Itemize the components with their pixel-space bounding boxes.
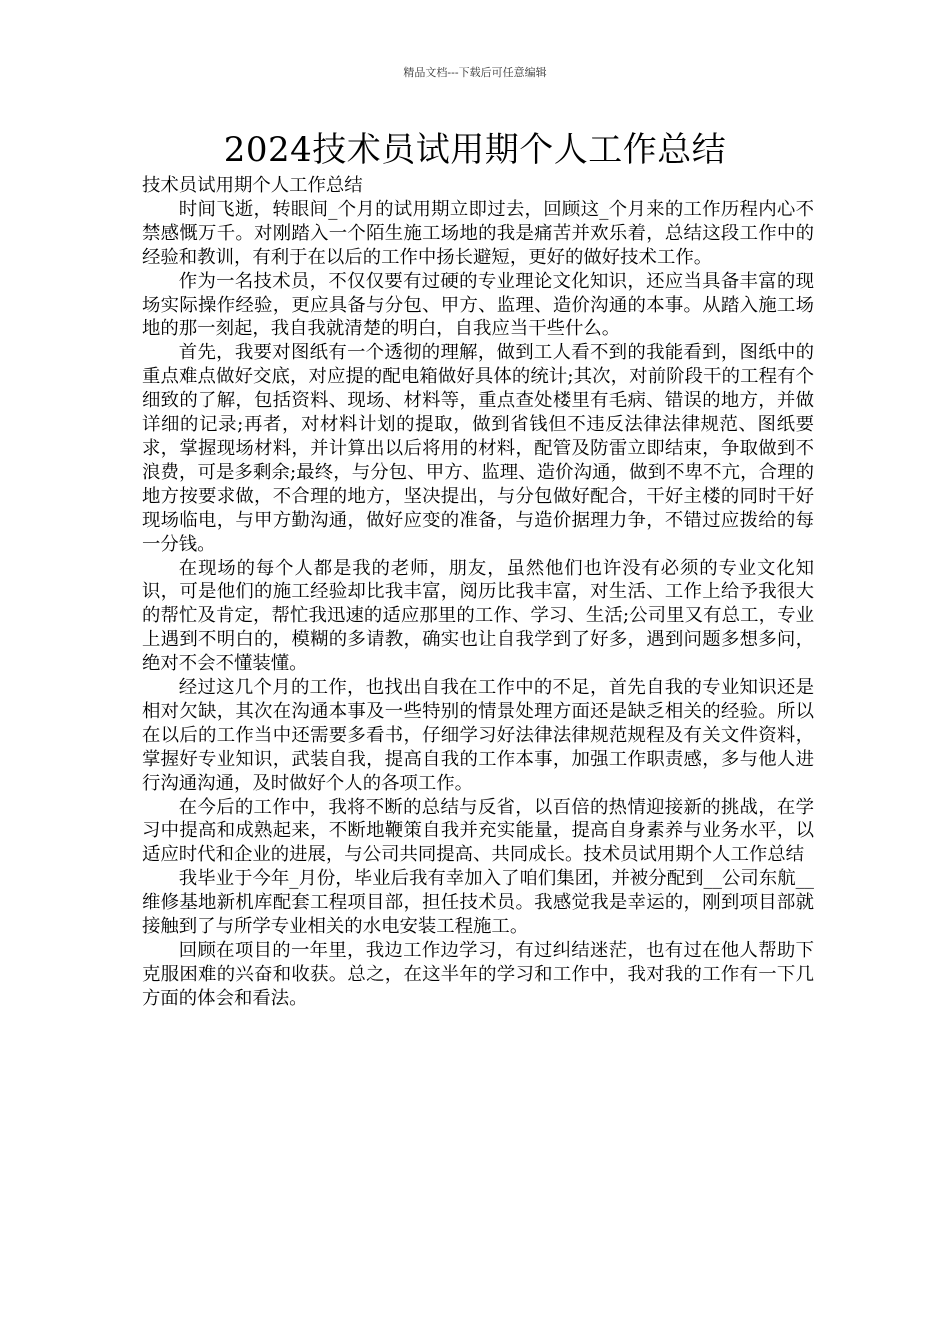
paragraph: 在现场的每个人都是我的老师，朋友，虽然他们也许没有必须的专业文化知识，可是他们的施工经验却比我丰富，阅历比我丰富，对生活、工作上给予我很大的帮忙及肯定，帮忙我迅速的适应那里的工作、学习、生活;公司里又有总工，专业上遇到不明白的，模糊的多请教，确实也让自我学到了好多，遇到问题多想多问，绝对不会不懂装懂。 xyxy=(142,557,814,675)
paragraph: 时间飞逝，转眼间_个月的试用期立即过去，回顾这_个月来的工作历程内心不禁感慨万千。对刚踏入一个陌生施工场地的我是痛苦并欢乐着，总结这段工作中的经验和教训，有利于在以后的工作中扬长避短，更好的做好技术工作。 xyxy=(142,198,814,268)
paragraph: 我毕业于今年_月份，毕业后我有幸加入了咱们集团，并被分配到__公司东航__维修基地新机库配套工程项目部，担任技术员。我感觉我是幸运的，刚到项目部就接触到了与所学专业相关的水电安装工程施工。 xyxy=(142,868,814,938)
paragraph: 经过这几个月的工作，也找出自我在工作中的不足，首先自我的专业知识还是相对欠缺，其次在沟通本事及一些特别的情景处理方面还是缺乏相关的经验。所以在以后的工作当中还需要多看书，仔细学习好法律法律规范规程及有关文件资料，掌握好专业知识，武装自我，提高自我的工作本事，加强工作职责感，多与他人进行沟通沟通，及时做好个人的各项工作。 xyxy=(142,677,814,794)
document-subtitle: 技术员试用期个人工作总结 xyxy=(142,175,363,196)
paragraph: 在今后的工作中，我将不断的总结与反省，以百倍的热情迎接新的挑战，在学习中提高和成熟起来，不断地鞭策自我并充实能量，提高自身素养与业务水平，以适应时代和企业的进展，与公司共同提高、共同成长。技术员试用期个人工作总结 xyxy=(142,796,814,866)
paragraph: 作为一名技术员，不仅仅要有过硬的专业理论文化知识，还应当具备丰富的现场实际操作经验，更应具备与分包、甲方、监理、造价沟通的本事。从踏入施工场地的那一刻起，我自我就清楚的明白，自我应当干些什么。 xyxy=(142,270,814,340)
paragraph: 首先，我要对图纸有一个透彻的理解，做到工人看不到的我能看到，图纸中的重点难点做好交底，对应提的配电箱做好具体的统计;其次，对前阶段干的工程有个细致的了解，包括资料、现场、材料等，重点查处楼里有毛病、错误的地方，并做详细的记录;再者，对材料计划的提取，做到省钱但不违反法律法律规范、图纸要求，掌握现场材料，并计算出以后将用的材料，配管及防雷立即结束，争取做到不浪费，可是多剩余;最终，与分包、甲方、监理、造价沟通，做到不卑不亢，合理的地方按要求做，不合理的地方，坚决提出，与分包做好配合，干好主楼的同时干好现场临电，与甲方勤沟通，做好应变的准备，与造价据理力争，不错过应拨给的每一分钱。 xyxy=(142,342,814,555)
document-body xyxy=(142,174,814,1011)
document-title: 2024技术员试用期个人工作总结 xyxy=(223,130,727,170)
header-note: 精品文档---下载后可任意编辑 xyxy=(403,66,547,79)
paragraph: 回顾在项目的一年里，我边工作边学习，有过纠结迷茫，也有过在他人帮助下克服困难的兴奋和收获。总之，在这半年的学习和工作中，我对我的工作有一下几方面的体会和看法。 xyxy=(142,940,814,1009)
